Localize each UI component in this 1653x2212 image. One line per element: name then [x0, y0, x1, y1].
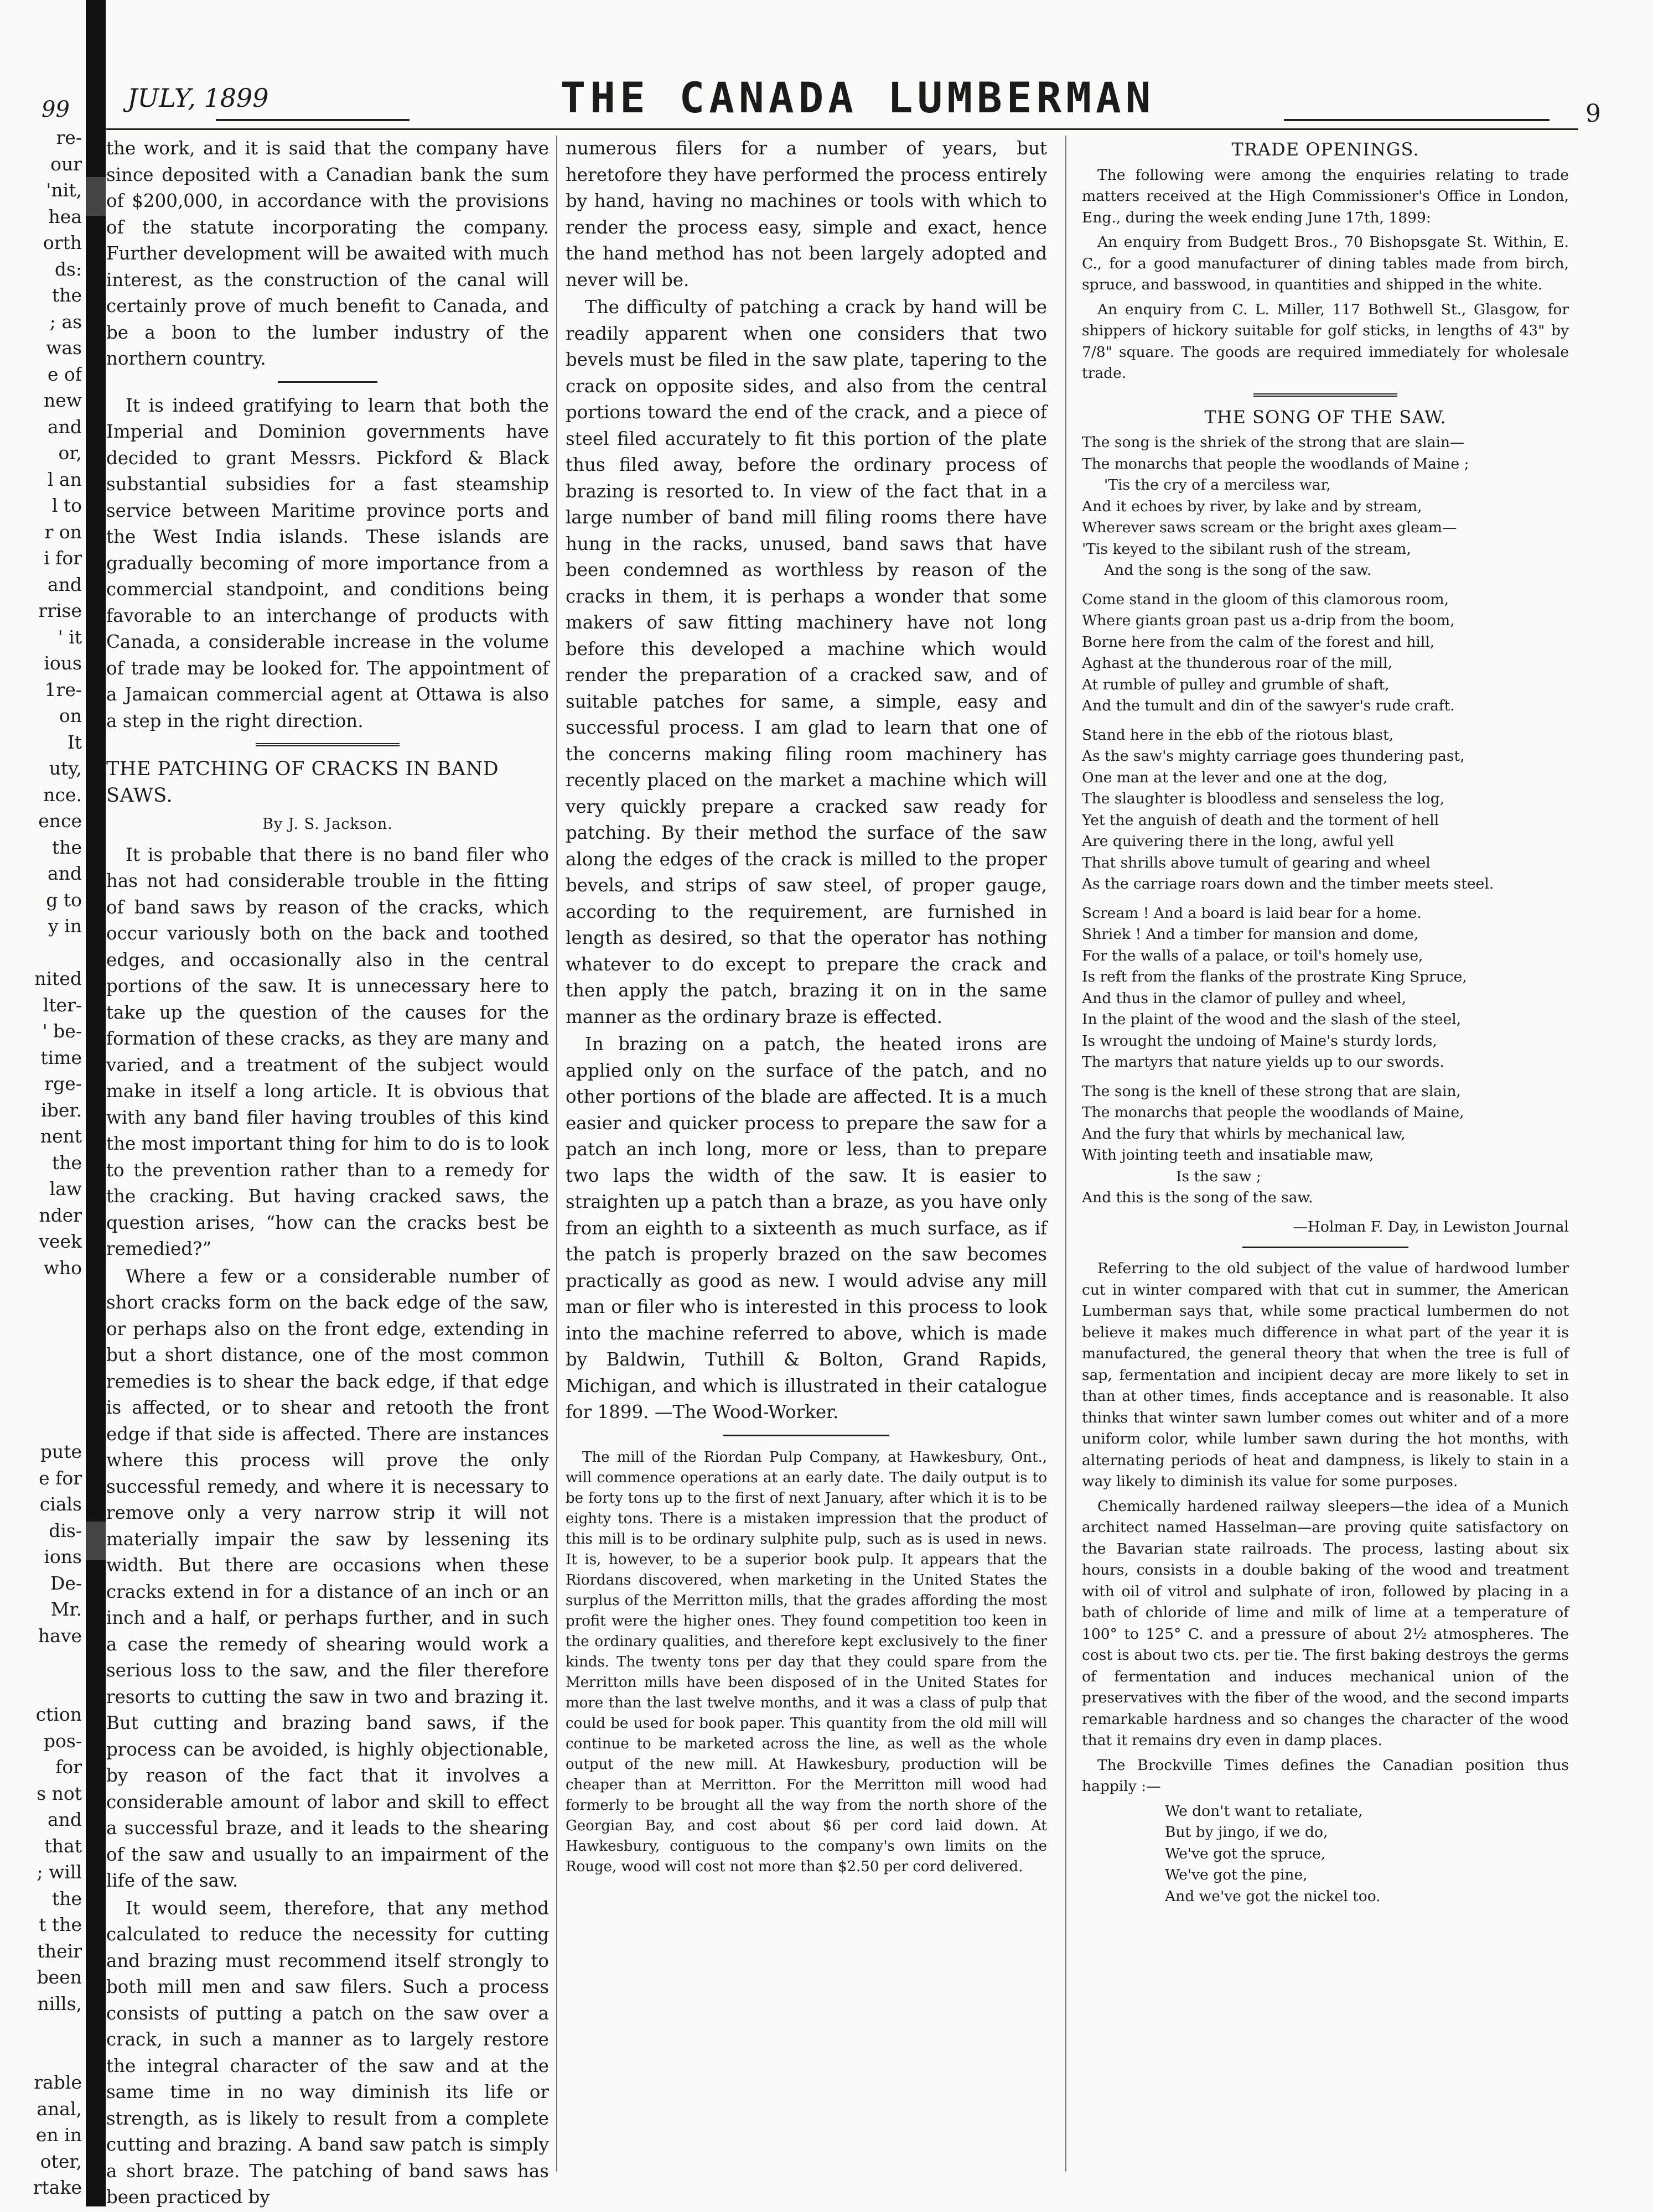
article-headline: THE PATCHING OF CRACKS IN BAND SAWS.: [106, 758, 499, 807]
trade-openings-heading: TRADE OPENINGS.: [1231, 139, 1419, 160]
poem-line: The slaughter is bloodless and senseless the log,: [1082, 790, 1445, 807]
fragment-word: l an: [48, 468, 82, 490]
poem-line: Yet the anguish of death and the torment of hell: [1082, 811, 1439, 829]
article-paragraph: In brazing on a patch, the heated irons are applied only on the surface of the patch, and no other portions of the blade are affected. It is a much easier and quicker process to prepare the saw for a patch an inch long, more or less, than to prepare two laps the width of the saw. It is easier to straighten up a patch than a braze, as you have only from an eighth to a sixteenth as much surface, as if the patch is properly brazed on the saw becomes practically as good as new. I would advise any mill man or filer who is interested in this process to look into the machine referred to above, which is made by Baldwin, Tuthill & Bolton, Grand Rapids, Michigan, and which is illustrated in their catalogue for 1899. —The Wood-Worker.: [566, 1034, 1047, 1422]
column-1: [106, 136, 549, 2212]
fragment-word: l to: [51, 495, 82, 516]
fragment-word: [0, 1675, 82, 1702]
poem-line: The monarchs that people the woodlands of Maine,: [1082, 1104, 1464, 1121]
poem-line: And thus in the clamor of pulley and wheel,: [1082, 989, 1406, 1007]
fragment-word: rable: [34, 2071, 82, 2093]
poem-line: The martyrs that nature yields up to our swords.: [1082, 1053, 1444, 1071]
poem-line: And the tumult and din of the sawyer's rude craft.: [1082, 697, 1455, 714]
fragment-word: [0, 1386, 82, 1413]
hardwood-paragraph: Referring to the old subject of the value of hardwood lumber cut in winter compared with that cut in summer, the American Lumberman says that, while some practical lumbermen do not believe it makes much difference in what part of the year it is manufactured, the general theory that when the tree is full of sap, fermentation and incipient decay are more likely to set in than at other times, finds acceptance and is reasonable. It also thinks that winter sawn lumber comes out whiter and of a more uniform color, while lumber sawn during the hot months, with alternating periods of heat and dampness, is likely to stain in a way likely to diminish its value for some purposes.: [1082, 1260, 1569, 1490]
fragment-word: been: [37, 1966, 82, 1988]
rhyme-line: But by jingo, if we do,: [1165, 1824, 1328, 1841]
poem-line: Scream ! And a board is laid bear for a home.: [1082, 904, 1422, 922]
poem-line: Shriek ! And a timber for mansion and dome,: [1082, 926, 1419, 943]
fragment-word: [0, 1281, 82, 1307]
fragment-word: who: [43, 1256, 82, 1279]
poem-line: As the saw's mighty carriage goes thundering past,: [1082, 747, 1465, 765]
poem-line: Is reft from the flanks of the prostrate King Spruce,: [1082, 968, 1467, 985]
section-separator: [256, 743, 400, 746]
trade-enquiry: An enquiry from C. L. Miller, 117 Bothwell St., Glasgow, for shippers of hickory suitable for golf sticks, in lengths of 43" by 7/8" square. The goods are required immediately for wholesale trade.: [1082, 300, 1569, 382]
article-byline: By J. S. Jackson.: [262, 816, 393, 833]
fragment-word: r on: [44, 521, 82, 543]
binding-strip: [86, 0, 106, 2206]
fragment-word: nce.: [43, 783, 82, 806]
poem-line: Aghast at the thunderous roar of the mill,: [1082, 655, 1393, 672]
poem-line: Where giants groan past us a-drip from the boom,: [1082, 612, 1455, 629]
section-separator: [723, 1435, 889, 1436]
poem-line: 'Tis keyed to the sibilant rush of the stream,: [1082, 540, 1411, 558]
fragment-word: [0, 2043, 82, 2070]
fragment-word: [0, 2017, 82, 2043]
rhyme-line: We don't want to retaliate,: [1165, 1802, 1363, 1820]
rhyme-line: And we've got the nickel too.: [1165, 1887, 1381, 1905]
fragment-word: t the: [39, 1914, 82, 1935]
fragment-word: on: [59, 705, 82, 726]
fragment-word: pute: [40, 1441, 82, 1462]
fragment-word: g to: [46, 889, 82, 911]
poem-stanza: [1082, 589, 1569, 717]
poem-line: In the plaint of the wood and the slash of the steel,: [1082, 1011, 1462, 1028]
fragment-word: and: [47, 863, 82, 884]
fragment-word: hea: [48, 205, 82, 227]
steamship-paragraph: It is indeed gratifying to learn that both the Imperial and Dominion governments have decided to grant Messrs. Pickford & Black substantial subsidies for a fast steamship service between Maritime province ports and the West India islands. These islands are gradually becoming of more importance from a commercial standpoint, and conditions being favorable to an interchange of products with Canada, a considerable increase in the volume of trade may be looked for. The appointment of a Jamaican commercial agent at Ottawa is also a step in the right direction.: [106, 394, 549, 731]
poem-line: 'Tis the cry of a merciless war,: [1104, 476, 1331, 494]
canal-paragraph: the work, and it is said that the company have since deposited with a Canadian bank the sum of $200,000, in accordance with the provisions of the statute incorporating the company. Further development will be awaited with much interest, as the construction of the canal will certainly prove of much benefit to Canada, and be a boon to the lumber industry of the northern country.: [106, 138, 549, 369]
fragment-word: law: [49, 1178, 82, 1200]
fragment-word: our: [50, 153, 82, 175]
fragment-word: iber.: [41, 1099, 82, 1121]
fragment-word: [0, 1360, 82, 1387]
fragment-word: rge-: [44, 1073, 82, 1094]
fragment-word: and: [47, 1809, 82, 1830]
fragment-word: ' be-: [42, 1020, 82, 1042]
poem-line: The monarchs that people the woodlands of Maine ;: [1082, 455, 1469, 472]
rhyme-line: We've got the spruce,: [1165, 1845, 1326, 1862]
fragment-word: nited: [34, 968, 82, 989]
fragment-word: s not: [37, 1782, 82, 1804]
poem-line: Are quivering there in the long, awful yell: [1082, 833, 1394, 850]
fragment-word: nills,: [37, 1992, 82, 2014]
fragment-word: e for: [39, 1467, 82, 1489]
section-separator: [278, 381, 377, 383]
poem-line: As the carriage roars down and the timber meets steel.: [1082, 875, 1494, 892]
fragment-word: pos-: [43, 1730, 82, 1752]
header-date: JULY, 1899: [127, 83, 269, 113]
poem-stanza: [1082, 903, 1569, 1073]
masthead-title: THE CANADA LUMBERMAN: [560, 73, 1155, 122]
poem-line: Come stand in the gloom of this clamorous room,: [1082, 590, 1449, 608]
fragment-word: uty,: [49, 757, 82, 779]
poem-line: And the fury that whirls by mechanical law,: [1082, 1125, 1406, 1143]
fragment-word: De-: [50, 1572, 82, 1594]
fragment-word: orth: [43, 232, 82, 253]
poem-line: And this is the song of the saw.: [1082, 1189, 1313, 1206]
fragment-word: that: [44, 1835, 82, 1857]
fragment-word: or,: [58, 442, 82, 464]
poem-line: And the song is the song of the saw.: [1104, 562, 1372, 579]
fragment-word: dis-: [49, 1519, 82, 1541]
fragment-word: nent: [40, 1125, 82, 1147]
poem-line: That shrills above tumult of gearing and wheel: [1082, 854, 1431, 871]
fragment-word: re-: [56, 127, 82, 148]
header-rule-left: [216, 119, 410, 121]
pulp-mill-item: [566, 1447, 1047, 1877]
fragment-word: ction: [35, 1704, 82, 1725]
poem-stanza: [1082, 432, 1569, 581]
fragment-word: lter-: [43, 994, 82, 1016]
fragment-word: ions: [44, 1546, 82, 1567]
fragment-word: Mr.: [50, 1598, 82, 1620]
fragment-word: [0, 939, 82, 966]
fragment-word: ious: [44, 652, 82, 674]
poem-stanza: [1082, 1081, 1569, 1209]
fragment-word: rtake: [33, 2177, 82, 2198]
article-paragraph: The difficulty of patching a crack by hand will be readily apparent when one considers that two bevels must be filed in the saw plate, tapering to the crack on opposite sides, and also from the central portions toward the end of the crack, and a piece of steel filed accurately to fit this portion of the plate thus filed away, before the ordinary process of brazing is resorted to. In view of the fact that in a large number of band mill filing rooms there have hung in the racks, unused, band saws that have been condemned as worthless by reason of the cracks in them, it is perhaps a wonder that some makers of saw fitting machinery have not long before this developed a machine which would render the preparation of a cracked saw, and of suitable patches for same, a simple, easy and successful process. I am glad to learn that one of the concerns making filing room machinery has recently placed on the market a machine which will very quickly prepare a cracked saw ready for patching. By their method the surface of the saw along the edges of the crack is milled to the proper bevels, and strips of saw steel, of proper gauge, according to the requirement, are furnished in length as desired, so that the operator has nothing whatever to do except to prepare the crack and then apply the patch, brazing it on in the same manner as the ordinary braze is effected.: [566, 297, 1047, 1027]
fragment-word: ds:: [54, 258, 82, 280]
fragment-word: It: [67, 731, 82, 753]
column-divider: [556, 136, 557, 2172]
news-paragraph: The mill of the Riordan Pulp Company, at Hawkesbury, Ont., will commence operations at an early date. The daily output is to be forty tons up to the first of next January, after which it is to be eighty tons. There is a mistaken impression that the product of this mill is to be ordinary sulphite pulp, such as is used in news. It is, however, to be a superior book pulp. It appears that the Riordans discovered, when marketing in the United States the surplus of the Merritton mills, that the grades affording the most profit were the higher ones. They found competition too keen in the ordinary qualities, and therefore kept exclusively to the finer kinds. The twenty tons per day that they could spare from the Merritton mills have been disposed of in the United States for more than the last twelve months, and it was a class of pulp that could be used for book paper. This quantity from the old mill will continue to be marketed across the line, as well as the whole output of the new mill. At Hawkesbury, production will be cheaper than at Merritton. For the Merritton mill wood had formerly to be brought all the way from the north shore of the Georgian Bay, and cost about $6 per cord laid down. At Hawkesbury, contiguous to the company's own limits on the Rouge, wood will cost not more than $2.50 per cord delivered.: [566, 1448, 1047, 1875]
fragment-word: ence: [38, 810, 82, 832]
rhyme-line: We've got the pine,: [1165, 1866, 1308, 1883]
fragment-word: y in: [48, 915, 82, 937]
trade-paragraph: The following were among the enquiries relating to trade matters received at the High Commissioner's Office in London, Eng., during the week ending June 17th, 1899:: [1082, 166, 1569, 226]
binding-notch: [86, 177, 106, 216]
fragment-word: the: [51, 836, 82, 858]
fragment-word: oter,: [40, 2150, 82, 2172]
poem-line: And it echoes by river, by lake and by stream,: [1082, 497, 1422, 515]
poem-line: For the walls of a palace, or toil's homely use,: [1082, 947, 1423, 964]
poem-line: Wherever saws scream or the bright axes gleam—: [1082, 519, 1457, 536]
poem-stanza: [1082, 725, 1569, 895]
fragment-word: the: [51, 1887, 82, 1909]
fragment-word: [0, 1307, 82, 1334]
poem-title: THE SONG OF THE SAW.: [1204, 406, 1447, 428]
fragment-word: their: [37, 1940, 82, 1962]
fragment-word: [0, 1333, 82, 1360]
column-3: [1082, 136, 1569, 1907]
fragment-word: [0, 1649, 82, 1675]
fragment-word: ; as: [49, 310, 82, 333]
poem-line: Borne here from the calm of the forest and hill,: [1082, 633, 1435, 651]
poem-line: Stand here in the ebb of the riotous blast,: [1082, 726, 1394, 744]
brockville-paragraph: The Brockville Times defines the Canadian position thus happily :—: [1082, 1756, 1569, 1795]
fragment-word: rrise: [38, 600, 82, 621]
poem-line: Is wrought the undoing of Maine's sturdy lords,: [1082, 1032, 1437, 1050]
article-paragraph: numerous filers for a number of years, but heretofore they have performed the process entirely by hand, having no machines or tools with which to render the process easy, simple and exact, hence the hand method has not been largely adopted and never will be.: [566, 138, 1047, 290]
fragment-word: e of: [47, 363, 82, 385]
header-page-number: 9: [1585, 100, 1601, 128]
section-separator: [1242, 1247, 1408, 1248]
fragment-word: time: [40, 1046, 82, 1068]
fragment-word: en in: [35, 2124, 82, 2146]
article-paragraph: It would seem, therefore, that any method calculated to reduce the necessity for cutting and brazing must recommend itself strongly to both mill men and saw filers. Such a process consists of putting a patch on the saw over a crack, in such a manner as to largely restore the integral character of the saw and at the same time in no way diminish its life or strength, as is likely to result from a complete cutting and brazing. A band saw patch is simply a short braze. The patching of band saws has been practiced by: [106, 1897, 549, 2208]
fragment-word: i for: [44, 547, 82, 569]
fragment-word: 1re-: [44, 678, 82, 700]
fragment-word: new: [43, 390, 82, 411]
header-underline: [106, 128, 1578, 130]
rhyme-verse: [1082, 1801, 1569, 1908]
poem-attribution: —Holman F. Day, in Lewiston Journal: [1293, 1218, 1569, 1235]
fragment-word: the: [51, 1151, 82, 1173]
fragment-word: for: [55, 1756, 82, 1778]
header-page-number-left: 99: [42, 97, 70, 122]
poem-line: The song is the knell of these strong that are slain,: [1082, 1082, 1461, 1100]
fragment-word: was: [46, 337, 82, 359]
header-rule-right: [1284, 119, 1550, 121]
previous-page-fragment: [0, 124, 82, 2201]
sleepers-paragraph: Chemically hardened railway sleepers—the idea of a Munich architect named Hasselman—are proving quite satisfactory on the Bavarian state railroads. The process, lasting about six hours, consists in a double baking of the wood and treatment with oil of vitrol and sulphate of iron, followed by placing in a bath of chloride of lime and milk of lime at a temperature of 100° to 125° C. and a pressure of about 2½ atmospheres. The cost is about two cts. per tie. The first baking destroys the germs of fermentation and induces mechanical union of the preservatives with the fiber of the wood, and the second imparts remarkable hardness and so changes the character of the wood that it remains dry even in damp places.: [1082, 1497, 1569, 1749]
fragment-word: ' it: [58, 626, 82, 648]
article-paragraph: It is probable that there is no band filer who has not had considerable trouble in the fitting of band saws by reason of the cracks, which occur variously both on the back and toothed edges, and occasionally also in the central portions of the saw. It is unnecessary here to take up the question of the causes for the formation of these cracks, as they are many and varied, and a treatment of the subject would make in itself a long article. It is obvious that with any band filer having troubles of this kind the most important thing for him to do is to look to the prevention rather than to a remedy for the cracking. But having cracked saws, the question arises, “how can the cracks best be remedied?”: [106, 844, 549, 1259]
fragment-word: ; will: [37, 1861, 82, 1883]
binding-notch: [86, 1522, 106, 1560]
fragment-word: and: [47, 573, 82, 595]
fragment-word: 'nit,: [46, 179, 82, 201]
trade-enquiry: An enquiry from Budgett Bros., 70 Bishopsgate St. Within, E. C., for a good manufacturer of dining tables made from birch, spruce, and basswood, in quantities and shipped in the white.: [1082, 233, 1569, 293]
fragment-word: veek: [39, 1230, 82, 1252]
section-separator: [1253, 393, 1397, 397]
fragment-word: the: [51, 284, 82, 306]
fragment-word: have: [38, 1624, 82, 1647]
poem-line: One man at the lever and one at the dog,: [1082, 769, 1388, 786]
poem-line: At rumble of pulley and grumble of shaft,: [1082, 676, 1390, 693]
article-paragraph: Where a few or a considerable number of short cracks form on the back edge of the saw, or perhaps also on the front edge, extending in but a short distance, one of the most common remedies is to shear the back edge, if that edge is affected, or to shear and retooth the front edge if that side is affected. There are instances where this process will prove the only successful remedy, and where it is necessary to remove only a very narrow strip it will not materially impair the saw by lessening its width. But there are occasions when these cracks extend in for a distance of an inch or an inch and a half, or perhaps further, and in such a case the remedy of shearing would work a serious loss to the saw, and the filer therefore resorts to cutting the saw in two and brazing it. But cutting and brazing band saws, if the process can be avoided, is highly objectionable, by reason of the fact that it involves a considerable amount of labor and skill to effect a successful braze, and it leads to the shearing of the saw and usually to an impairment of the life of the saw.: [106, 1265, 549, 1891]
fragment-word: cials: [39, 1493, 82, 1515]
column-divider: [1065, 136, 1066, 2172]
fragment-word: anal,: [37, 2097, 82, 2120]
poem-line: Is the saw ;: [1176, 1167, 1261, 1185]
fragment-word: nder: [39, 1204, 82, 1226]
poem-line: The song is the shriek of the strong that are slain—: [1082, 434, 1465, 451]
poem-line: With jointing teeth and insatiable maw,: [1082, 1146, 1374, 1164]
fragment-word: [0, 1413, 82, 1439]
column-2: [566, 136, 1047, 1878]
fragment-word: and: [47, 416, 82, 438]
